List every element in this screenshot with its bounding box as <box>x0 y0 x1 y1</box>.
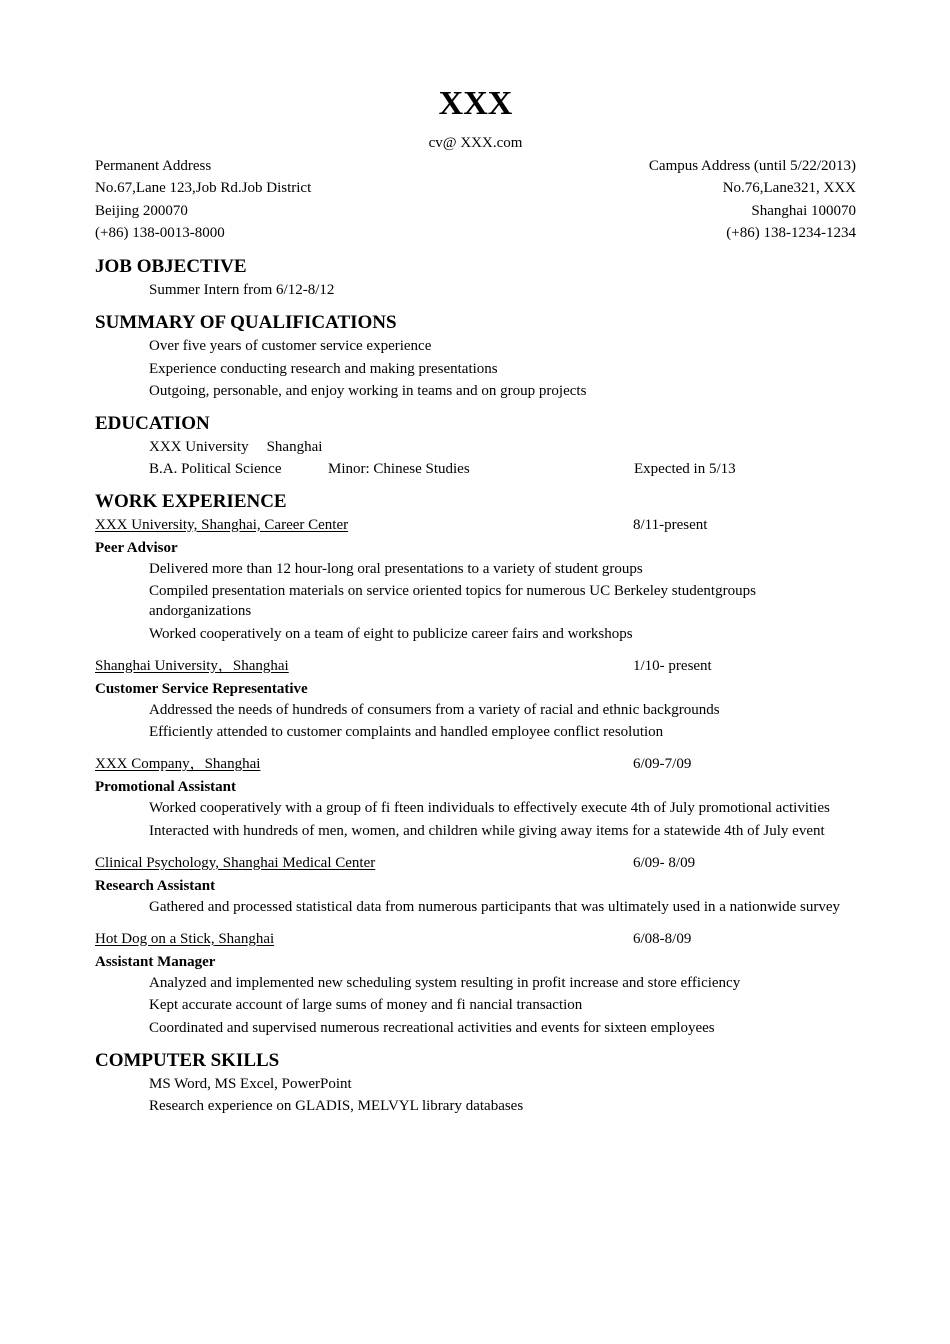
job-duty: Analyzed and implemented new scheduling system resulting in profit increase and store efficiency <box>149 974 741 991</box>
section-heading-summary: SUMMARY OF QUALIFICATIONS <box>95 312 397 333</box>
job-header <box>95 852 856 875</box>
job-title: Assistant Manager <box>95 953 216 970</box>
job-header <box>95 928 856 951</box>
job-duty: Interacted with hundreds of men, women, and children while giving away items for a statewide 4th of July event <box>149 822 825 839</box>
education-university: XXX University <box>149 438 249 455</box>
address-block <box>95 155 856 245</box>
job-title: Research Assistant <box>95 877 216 894</box>
education-minor: Minor: Chinese Studies <box>328 461 470 477</box>
job-entry <box>95 514 856 644</box>
education-degree-row <box>149 458 856 481</box>
job-duty: Efficiently attended to customer complaints and handled employee conflict resolution <box>149 724 664 740</box>
summary-item: Experience conducting research and making presentations <box>149 360 498 377</box>
job-date: 1/10- present <box>633 657 712 674</box>
job-date: 6/09- 8/09 <box>633 854 696 871</box>
section-heading-work: WORK EXPERIENCE <box>95 490 287 512</box>
skill-item: Research experience on GLADIS, MELVYL library databases <box>149 1098 524 1114</box>
job-organization: XXX Company，Shanghai <box>95 756 261 772</box>
job-title: Promotional Assistant <box>95 779 236 795</box>
job-duty: Coordinated and supervised numerous recreational activities and events for sixteen employees <box>149 1019 715 1036</box>
skills-section <box>95 1073 856 1118</box>
job-header <box>95 655 856 678</box>
campus-address-heading: Campus Address (until 5/22/2013) <box>648 157 856 174</box>
job-entry <box>95 753 856 841</box>
candidate-name: XXX <box>438 85 513 122</box>
campus-address-street: No.76,Lane321, XXX <box>722 180 856 196</box>
section-heading-objective: JOB OBJECTIVE <box>95 255 247 277</box>
job-organization: Clinical Psychology, Shanghai Medical Center <box>95 854 376 871</box>
job-duty: Compiled presentation materials on service oriented topics for numerous UC Berkeley studentgroups andorganizations <box>149 583 756 619</box>
job-entry <box>95 852 856 917</box>
campus-address <box>649 155 856 245</box>
job-duty: Worked cooperatively with a group of fi fteen individuals to effectively execute 4th of July promotional activities <box>149 800 830 816</box>
campus-address-phone: (+86) 138-1234-1234 <box>726 225 856 241</box>
job-duty: Delivered more than 12 hour-long oral presentations to a variety of student groups <box>149 560 643 577</box>
resume-content <box>95 82 856 1118</box>
job-title: Customer Service Representative <box>95 680 308 697</box>
job-duty: Kept accurate account of large sums of money and fi nancial transaction <box>149 997 583 1013</box>
job-organization: Hot Dog on a Stick, Shanghai <box>95 930 275 947</box>
job-date: 8/11-present <box>633 516 708 533</box>
permanent-address-heading: Permanent Address <box>95 157 212 174</box>
job-title: Peer Advisor <box>95 539 178 556</box>
email-address: cv@ XXX.com <box>428 135 523 151</box>
job-date: 6/09-7/09 <box>633 756 692 772</box>
job-duty: Gathered and processed statistical data from numerous participants that was ultimately used in a nationwide survey <box>149 898 841 915</box>
job-duty: Addressed the needs of hundreds of consumers from a variety of racial and ethnic backgrounds <box>149 701 720 718</box>
objective-section <box>95 279 856 302</box>
job-organization: XXX University, Shanghai, Career Center <box>95 516 349 533</box>
summary-item: Over five years of customer service experience <box>149 338 432 354</box>
section-heading-skills: COMPUTER SKILLS <box>95 1049 280 1071</box>
permanent-address-city: Beijing 200070 <box>95 202 188 219</box>
permanent-address <box>95 155 311 245</box>
objective-text: Summer Intern from 6/12-8/12 <box>149 281 335 298</box>
education-degree: B.A. Political Science <box>149 461 282 477</box>
summary-item: Outgoing, personable, and enjoy working in teams and on group projects <box>149 383 587 399</box>
job-duty: Worked cooperatively on a team of eight to publicize career fairs and workshops <box>149 625 633 642</box>
permanent-address-phone: (+86) 138-0013-8000 <box>95 225 225 241</box>
job-entry <box>95 655 856 743</box>
permanent-address-street: No.67,Lane 123,Job Rd.Job District <box>95 180 312 196</box>
job-entry <box>95 928 856 1038</box>
job-header <box>95 753 856 776</box>
job-header <box>95 514 856 537</box>
work-section <box>95 514 856 1038</box>
skill-item: MS Word, MS Excel, PowerPoint <box>149 1075 352 1092</box>
campus-address-city: Shanghai 100070 <box>751 202 856 219</box>
education-expected: Expected in 5/13 <box>634 461 736 477</box>
education-university-row <box>149 436 856 459</box>
summary-section <box>95 335 856 403</box>
job-organization: Shanghai University，Shanghai <box>95 657 289 674</box>
education-location: Shanghai <box>266 438 323 455</box>
section-heading-education: EDUCATION <box>95 412 210 434</box>
education-section <box>95 436 856 481</box>
job-date: 6/08-8/09 <box>633 930 692 947</box>
